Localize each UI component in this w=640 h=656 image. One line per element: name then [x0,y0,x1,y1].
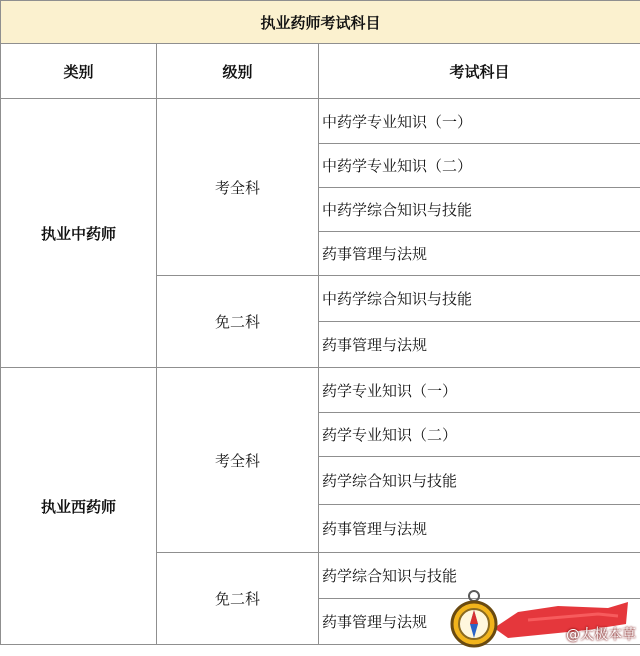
subject-cell: 药学综合知识与技能 [319,553,640,599]
subject-cell: 药事管理与法规 [319,322,640,368]
subject-cell: 药事管理与法规 [319,599,640,645]
table-title: 执业药师考试科目 [1,1,640,44]
header-category: 类别 [1,44,157,99]
level-cell: 免二科 [157,276,319,368]
compass-icon [448,588,500,652]
subject-cell: 药学综合知识与技能 [319,457,640,505]
level-cell: 免二科 [157,553,319,645]
subject-cell: 中药学专业知识（一） [319,99,640,144]
subject-cell: 中药学综合知识与技能 [319,188,640,232]
header-level: 级别 [157,44,319,99]
level-cell: 考全科 [157,99,319,276]
subject-cell: 药学专业知识（一） [319,368,640,413]
level-cell: 考全科 [157,368,319,553]
subject-cell: 中药学综合知识与技能 [319,276,640,322]
subject-cell: 中药学专业知识（二） [319,144,640,188]
subject-cell: 药学专业知识（二） [319,413,640,457]
header-subjects: 考试科目 [319,44,640,99]
subject-cell: 药事管理与法规 [319,505,640,553]
watermark-text: @太极本草 [566,627,636,643]
category-cell: 执业西药师 [1,368,157,645]
subject-cell: 药事管理与法规 [319,232,640,276]
category-cell: 执业中药师 [1,99,157,368]
